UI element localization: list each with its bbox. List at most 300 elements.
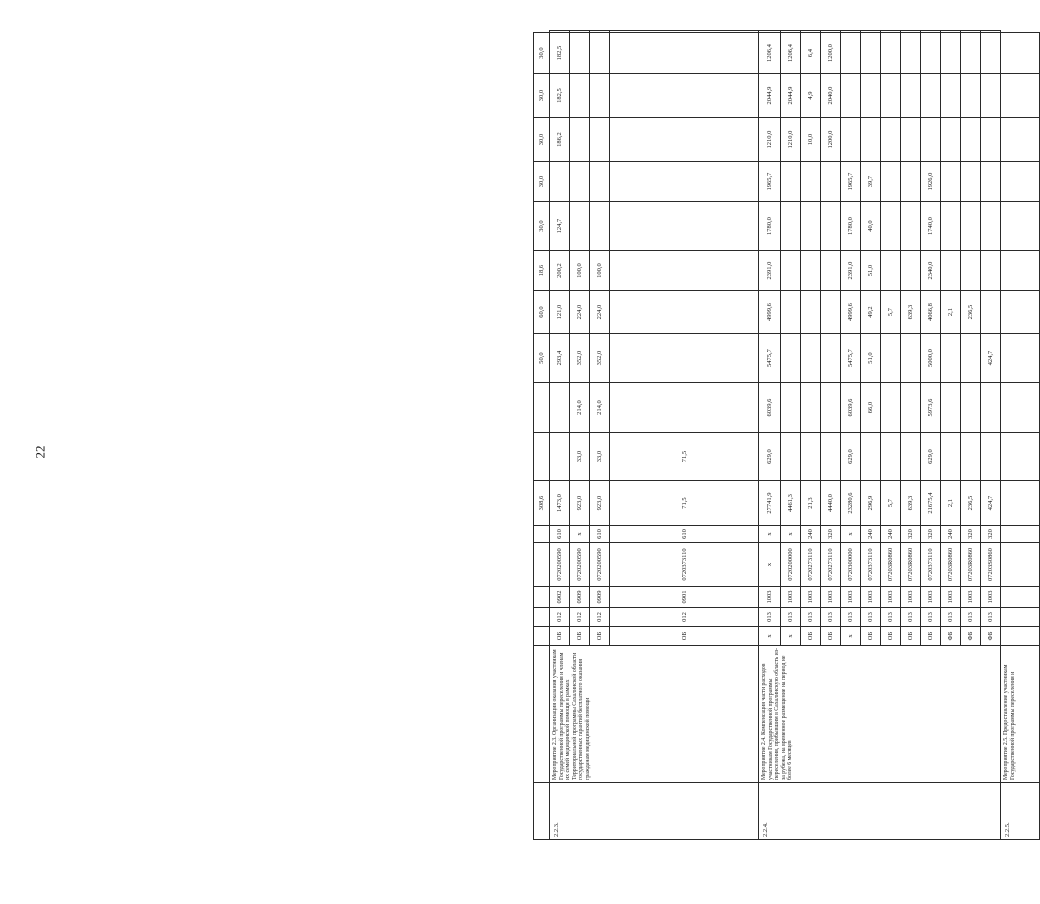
table-cell bbox=[921, 31, 941, 33]
table-cell bbox=[801, 334, 821, 383]
table-cell bbox=[901, 118, 921, 162]
table-cell bbox=[981, 162, 1001, 202]
budget-table bbox=[533, 30, 1040, 840]
table-cell: 013 bbox=[801, 608, 821, 627]
table-cell: 1740,0 bbox=[921, 202, 941, 251]
table-cell bbox=[981, 31, 1001, 33]
table-cell bbox=[881, 162, 901, 202]
table-cell: 71,5 bbox=[610, 433, 759, 481]
table-cell bbox=[941, 383, 961, 433]
table-cell bbox=[570, 162, 590, 202]
table-cell: 0720200590 bbox=[590, 543, 610, 587]
table-cell: 5475,7 bbox=[841, 334, 861, 383]
table-cell bbox=[801, 383, 821, 433]
table-cell: 013 bbox=[861, 608, 881, 627]
table-cell: 2,1 bbox=[941, 481, 961, 526]
table-cell bbox=[781, 202, 801, 251]
table-cell bbox=[921, 118, 941, 162]
table-cell bbox=[534, 543, 550, 587]
table-cell bbox=[961, 74, 981, 118]
table-cell: 1003 bbox=[961, 587, 981, 608]
table-cell: х bbox=[759, 627, 781, 646]
table-cell: 60,0 bbox=[534, 291, 550, 334]
table-cell bbox=[1001, 33, 1040, 74]
table-cell: 0720373110 bbox=[921, 543, 941, 587]
table-cell: 214,0 bbox=[570, 383, 590, 433]
table-cell: х bbox=[570, 526, 590, 543]
table-cell: 013 bbox=[921, 608, 941, 627]
table-cell bbox=[881, 251, 901, 291]
table-cell: 320 bbox=[921, 526, 941, 543]
table-cell: ОБ bbox=[821, 627, 841, 646]
table-cell bbox=[861, 33, 881, 74]
table-cell: 40,0 bbox=[861, 202, 881, 251]
table-cell: 33,0 bbox=[590, 433, 610, 481]
table-cell bbox=[901, 74, 921, 118]
table-cell: 0901 bbox=[610, 587, 759, 608]
table-cell bbox=[941, 33, 961, 74]
table-cell: 0720300000 bbox=[841, 543, 861, 587]
table-cell bbox=[961, 162, 981, 202]
table-cell bbox=[961, 202, 981, 251]
table-cell bbox=[981, 433, 1001, 481]
table-cell bbox=[921, 74, 941, 118]
table-cell bbox=[781, 162, 801, 202]
table-cell bbox=[901, 383, 921, 433]
table-cell bbox=[861, 433, 881, 481]
table-cell bbox=[550, 31, 570, 33]
table-cell: 2,1 bbox=[941, 291, 961, 334]
table-cell bbox=[801, 251, 821, 291]
table-cell: 1003 bbox=[981, 587, 1001, 608]
table-cell: 240 bbox=[881, 526, 901, 543]
table-cell: 1003 bbox=[781, 587, 801, 608]
table-cell bbox=[961, 118, 981, 162]
table-cell bbox=[759, 31, 781, 33]
table-cell: 6039,6 bbox=[841, 383, 861, 433]
table-cell: 012 bbox=[550, 608, 570, 627]
section-description: Мероприятие 2.3. Организация оказания участникам Государственной программы переселения и членам их семей медицинской помощи в рамках Территориальной программы Сахалинской области государственных гарантий бесплатного оказания гражданам медицинской помощи bbox=[550, 646, 759, 783]
table-cell: 1003 bbox=[801, 587, 821, 608]
table-cell bbox=[881, 202, 901, 251]
table-cell bbox=[1001, 481, 1040, 526]
table-cell bbox=[961, 31, 981, 33]
table-cell bbox=[1001, 627, 1040, 646]
table-cell: 1003 bbox=[921, 587, 941, 608]
table-cell: 013 bbox=[881, 608, 901, 627]
table-cell bbox=[941, 334, 961, 383]
table-cell: 0909 bbox=[570, 587, 590, 608]
table-cell: ОБ bbox=[550, 627, 570, 646]
table-cell bbox=[961, 33, 981, 74]
table-cell bbox=[981, 74, 1001, 118]
table-cell: х bbox=[759, 543, 781, 587]
table-cell bbox=[981, 202, 1001, 251]
table-cell: 66,0 bbox=[861, 383, 881, 433]
table-cell: 4461,3 bbox=[781, 481, 801, 526]
table-cell bbox=[570, 74, 590, 118]
table-cell bbox=[981, 118, 1001, 162]
table-cell: 51,0 bbox=[861, 251, 881, 291]
table-cell bbox=[881, 433, 901, 481]
table-cell bbox=[921, 33, 941, 74]
table-cell bbox=[1001, 383, 1040, 433]
table-cell: 923,0 bbox=[590, 481, 610, 526]
table-cell bbox=[781, 31, 801, 33]
table-cell bbox=[821, 162, 841, 202]
table-cell: 923,0 bbox=[570, 481, 590, 526]
table-cell: 10,0 bbox=[801, 118, 821, 162]
section-description: Мероприятие 2.5. Предоставление участникам Государственной программы переселения и bbox=[1001, 646, 1040, 783]
section-number: 2.2.5. bbox=[1001, 783, 1040, 840]
table-cell bbox=[590, 74, 610, 118]
table-cell: 1965,7 bbox=[759, 162, 781, 202]
table-cell: 49,2 bbox=[861, 291, 881, 334]
table-cell bbox=[550, 162, 570, 202]
table-cell bbox=[1001, 291, 1040, 334]
table-cell bbox=[610, 291, 759, 334]
table-cell bbox=[1001, 433, 1040, 481]
table-cell: 1206,4 bbox=[781, 33, 801, 74]
table-cell: 6,4 bbox=[801, 33, 821, 74]
table-cell bbox=[570, 118, 590, 162]
table-cell bbox=[534, 526, 550, 543]
table-cell bbox=[981, 383, 1001, 433]
table-cell: 639,3 bbox=[901, 291, 921, 334]
table-cell: 07203R0860 bbox=[941, 543, 961, 587]
table-cell: 1003 bbox=[901, 587, 921, 608]
table-cell: ОБ bbox=[801, 627, 821, 646]
table-cell: 0902 bbox=[550, 587, 570, 608]
table-cell: 610 bbox=[610, 526, 759, 543]
table-cell: 07203R0860 bbox=[881, 543, 901, 587]
table-cell bbox=[941, 162, 961, 202]
table-cell: 1200,0 bbox=[821, 118, 841, 162]
table-cell: 2391,0 bbox=[841, 251, 861, 291]
table-cell bbox=[961, 383, 981, 433]
table-cell: 4999,6 bbox=[759, 291, 781, 334]
table-cell: 21,3 bbox=[801, 481, 821, 526]
table-cell bbox=[841, 31, 861, 33]
table-cell bbox=[941, 74, 961, 118]
table-body bbox=[534, 31, 1040, 840]
table-cell: 07203R0860 bbox=[961, 543, 981, 587]
table-cell: 424,7 bbox=[981, 481, 1001, 526]
table-cell: 012 bbox=[610, 608, 759, 627]
table-cell: 352,0 bbox=[590, 334, 610, 383]
table-cell: 013 bbox=[821, 608, 841, 627]
table-cell bbox=[1001, 202, 1040, 251]
table-cell: 5973,6 bbox=[921, 383, 941, 433]
table-cell: 1965,7 bbox=[841, 162, 861, 202]
table-cell: 1780,0 bbox=[759, 202, 781, 251]
table-cell bbox=[610, 118, 759, 162]
table-cell bbox=[590, 31, 610, 33]
table-cell bbox=[534, 433, 550, 481]
table-cell bbox=[901, 433, 921, 481]
table-cell bbox=[590, 162, 610, 202]
table-cell: 71,5 bbox=[610, 481, 759, 526]
table-cell bbox=[861, 74, 881, 118]
table-cell: 5,7 bbox=[881, 481, 901, 526]
table-cell: 240 bbox=[941, 526, 961, 543]
table-cell: 629,0 bbox=[921, 433, 941, 481]
table-cell bbox=[610, 31, 759, 33]
table-cell: 320 bbox=[981, 526, 1001, 543]
table-cell: 1210,0 bbox=[759, 118, 781, 162]
table-cell: 51,0 bbox=[861, 334, 881, 383]
table-cell: 013 bbox=[901, 608, 921, 627]
table-cell bbox=[1001, 608, 1040, 627]
table-cell bbox=[901, 202, 921, 251]
page-number: 22 bbox=[32, 445, 48, 459]
table-cell bbox=[1001, 74, 1040, 118]
table-cell: 1003 bbox=[759, 587, 781, 608]
table-cell bbox=[941, 251, 961, 291]
table-cell: 5000,0 bbox=[921, 334, 941, 383]
table-cell: 1003 bbox=[841, 587, 861, 608]
table-cell: 33,0 bbox=[570, 433, 590, 481]
table-cell bbox=[550, 383, 570, 433]
table-cell: ОБ bbox=[570, 627, 590, 646]
table-cell: 1780,0 bbox=[841, 202, 861, 251]
table-cell: 5475,7 bbox=[759, 334, 781, 383]
table-cell: 424,7 bbox=[981, 334, 1001, 383]
table-cell: 4,9 bbox=[801, 74, 821, 118]
table-cell: ОБ bbox=[881, 627, 901, 646]
table-cell bbox=[841, 74, 861, 118]
table-cell bbox=[534, 608, 550, 627]
table-cell: 013 bbox=[841, 608, 861, 627]
table-cell: 07203S0860 bbox=[981, 543, 1001, 587]
table-cell bbox=[801, 433, 821, 481]
table-cell: 182,5 bbox=[550, 33, 570, 74]
table-cell: 4066,8 bbox=[921, 291, 941, 334]
table-cell: 0720200000 bbox=[781, 543, 801, 587]
table-cell: 013 bbox=[941, 608, 961, 627]
table-cell bbox=[941, 202, 961, 251]
table-cell: 27741,9 bbox=[759, 481, 781, 526]
table-cell: х bbox=[781, 526, 801, 543]
table-cell: 639,3 bbox=[901, 481, 921, 526]
table-cell bbox=[901, 33, 921, 74]
table-cell bbox=[610, 334, 759, 383]
table-cell bbox=[1001, 118, 1040, 162]
table-cell bbox=[941, 433, 961, 481]
table-cell bbox=[1001, 526, 1040, 543]
table-cell bbox=[801, 291, 821, 334]
table-cell bbox=[610, 162, 759, 202]
table-cell bbox=[610, 202, 759, 251]
table-cell bbox=[801, 202, 821, 251]
table-cell bbox=[610, 383, 759, 433]
table-cell: х bbox=[781, 627, 801, 646]
table-cell: 320 bbox=[961, 526, 981, 543]
table-cell bbox=[901, 162, 921, 202]
table-cell: 07203R0860 bbox=[901, 543, 921, 587]
table-cell bbox=[861, 118, 881, 162]
table-cell: 2044,9 bbox=[759, 74, 781, 118]
table-cell bbox=[821, 334, 841, 383]
table-cell: ФБ bbox=[981, 627, 1001, 646]
table-cell bbox=[610, 74, 759, 118]
table-cell bbox=[801, 162, 821, 202]
table-cell bbox=[821, 383, 841, 433]
table-cell bbox=[981, 291, 1001, 334]
table-cell bbox=[590, 118, 610, 162]
table-row bbox=[759, 31, 781, 840]
table-cell: 293,4 bbox=[550, 334, 570, 383]
table-cell: 296,9 bbox=[861, 481, 881, 526]
table-cell bbox=[570, 33, 590, 74]
table-cell bbox=[534, 627, 550, 646]
section-number: 2.2.3. bbox=[550, 783, 759, 840]
table-cell: 0720200590 bbox=[550, 543, 570, 587]
table-cell bbox=[961, 334, 981, 383]
table-cell bbox=[881, 334, 901, 383]
section-number: 2.2.4. bbox=[759, 783, 1001, 840]
table-cell: 214,0 bbox=[590, 383, 610, 433]
table-cell bbox=[821, 202, 841, 251]
table-cell: х bbox=[759, 526, 781, 543]
table-cell: 23280,6 bbox=[841, 481, 861, 526]
table-cell: ОБ bbox=[610, 627, 759, 646]
table-cell bbox=[570, 202, 590, 251]
table-cell bbox=[941, 31, 961, 33]
table-cell: 236,5 bbox=[961, 481, 981, 526]
table-cell: 012 bbox=[590, 608, 610, 627]
table-cell: 186,2 bbox=[550, 118, 570, 162]
table-cell bbox=[781, 383, 801, 433]
table-cell bbox=[534, 783, 550, 840]
table-cell bbox=[881, 118, 901, 162]
table-cell: 224,0 bbox=[590, 291, 610, 334]
table-cell: 1206,4 bbox=[759, 33, 781, 74]
table-cell: 30,0 bbox=[534, 202, 550, 251]
table-cell bbox=[1001, 543, 1040, 587]
table-cell: 1200,0 bbox=[821, 33, 841, 74]
table-cell bbox=[881, 74, 901, 118]
table-cell bbox=[781, 433, 801, 481]
table-cell: 30,0 bbox=[534, 74, 550, 118]
table-cell: 0720373110 bbox=[610, 543, 759, 587]
table-cell bbox=[1001, 587, 1040, 608]
table-cell bbox=[961, 251, 981, 291]
table-cell: 0720373110 bbox=[861, 543, 881, 587]
table-cell bbox=[590, 202, 610, 251]
table-cell: ОБ bbox=[861, 627, 881, 646]
table-cell bbox=[821, 251, 841, 291]
table-cell: 1003 bbox=[941, 587, 961, 608]
table-cell bbox=[941, 118, 961, 162]
table-cell bbox=[550, 433, 570, 481]
table-cell bbox=[821, 291, 841, 334]
table-cell: 308,6 bbox=[534, 481, 550, 526]
table-cell: ФБ bbox=[941, 627, 961, 646]
table-cell bbox=[841, 33, 861, 74]
table-cell bbox=[781, 291, 801, 334]
table-cell: 21675,4 bbox=[921, 481, 941, 526]
table-cell: 182,5 bbox=[550, 74, 570, 118]
table-cell: 2040,0 bbox=[821, 74, 841, 118]
table-cell: 1210,0 bbox=[781, 118, 801, 162]
table-cell bbox=[1001, 251, 1040, 291]
table-cell: 1003 bbox=[861, 587, 881, 608]
table-cell bbox=[590, 33, 610, 74]
table-cell: 124,7 bbox=[550, 202, 570, 251]
table-cell: 5,7 bbox=[881, 291, 901, 334]
table-cell: ФБ bbox=[961, 627, 981, 646]
table-cell: 236,5 bbox=[961, 291, 981, 334]
table-cell bbox=[1001, 334, 1040, 383]
table-cell bbox=[534, 646, 550, 783]
table-cell bbox=[821, 433, 841, 481]
table-cell bbox=[781, 251, 801, 291]
table-cell: 013 bbox=[781, 608, 801, 627]
table-cell bbox=[881, 31, 901, 33]
table-cell: 1473,0 bbox=[550, 481, 570, 526]
table-cell: 224,0 bbox=[570, 291, 590, 334]
table-cell bbox=[801, 31, 821, 33]
table-cell: 4440,0 bbox=[821, 481, 841, 526]
table-cell: 320 bbox=[901, 526, 921, 543]
table-cell bbox=[534, 383, 550, 433]
table-cell bbox=[610, 251, 759, 291]
table-cell: 0720200590 bbox=[570, 543, 590, 587]
table-cell: ОБ bbox=[901, 627, 921, 646]
table-cell: ОБ bbox=[921, 627, 941, 646]
table-cell: 1003 bbox=[881, 587, 901, 608]
table-cell bbox=[961, 433, 981, 481]
table-cell: 50,0 bbox=[534, 334, 550, 383]
table-cell: 0909 bbox=[590, 587, 610, 608]
table-cell bbox=[861, 31, 881, 33]
table-cell: 012 bbox=[570, 608, 590, 627]
table-cell: 0720273110 bbox=[821, 543, 841, 587]
table-cell: 2044,9 bbox=[781, 74, 801, 118]
section-description: Мероприятие 2.4. Компенсация части расходов участникам Государственной программы переселения, прибывшим в Сахалинскую область из-за рубежа, на временное размещение на период не более 6 месяцев bbox=[759, 646, 1001, 783]
table-cell: 100,0 bbox=[590, 251, 610, 291]
carry-over-row bbox=[534, 31, 550, 840]
table-cell: х bbox=[841, 627, 861, 646]
table-cell: 610 bbox=[590, 526, 610, 543]
table-cell bbox=[534, 587, 550, 608]
table-cell: 629,0 bbox=[841, 433, 861, 481]
table-cell: 30,0 bbox=[534, 33, 550, 74]
table-cell: 39,7 bbox=[861, 162, 881, 202]
table-cell bbox=[781, 334, 801, 383]
table-cell: 320 bbox=[821, 526, 841, 543]
table-row bbox=[550, 31, 570, 840]
table-cell: 200,2 bbox=[550, 251, 570, 291]
table-cell: 6039,6 bbox=[759, 383, 781, 433]
table-cell bbox=[821, 31, 841, 33]
table-cell: 610 bbox=[550, 526, 570, 543]
table-cell: 2340,0 bbox=[921, 251, 941, 291]
table-row bbox=[1001, 31, 1040, 840]
table-cell bbox=[981, 251, 1001, 291]
table-cell bbox=[981, 33, 1001, 74]
table-cell: 352,0 bbox=[570, 334, 590, 383]
table-cell: 18,6 bbox=[534, 251, 550, 291]
table-cell bbox=[901, 334, 921, 383]
table-cell: 30,0 bbox=[534, 118, 550, 162]
table-cell bbox=[901, 31, 921, 33]
table-cell: 1926,0 bbox=[921, 162, 941, 202]
table-cell: 2391,0 bbox=[759, 251, 781, 291]
table-cell: 240 bbox=[861, 526, 881, 543]
table-cell bbox=[570, 31, 590, 33]
